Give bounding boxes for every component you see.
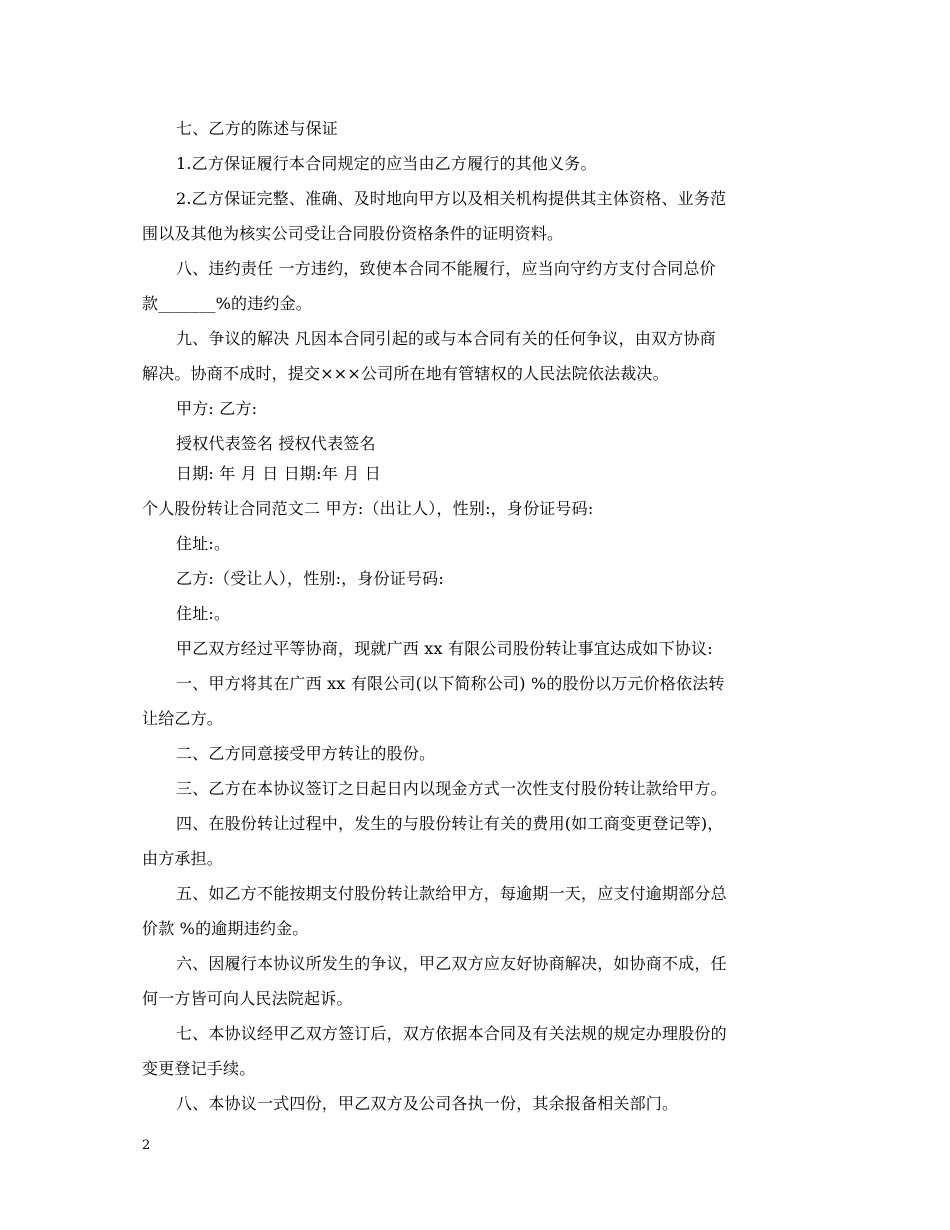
paragraph-line: 让给乙方。 [142,709,224,728]
paragraph-line: 二、乙方同意接受甲方转让的股份。 [176,744,436,763]
paragraph-line: 价款 %的逾期违约金。 [142,919,309,938]
paragraph-line: 乙方:（受让人），性别:，身份证号码: [176,569,444,588]
paragraph-line: 2.乙方保证完整、准确、及时地向甲方以及相关机构提供其主体资格、业务范 [176,189,727,208]
paragraph-line: 七、本协议经甲乙双方签订后，双方依据本合同及有关法规的规定办理股份的 [176,1024,727,1043]
paragraph-line: 八、违约责任 一方违约，致使本合同不能履行，应当向守约方支付合同总价 [176,259,716,278]
paragraph-line: 六、因履行本协议所发生的争议，甲乙双方应友好协商解决，如协商不成，任 [176,954,727,973]
paragraph-line: 何一方皆可向人民法院起诉。 [142,989,353,1008]
paragraph-line: 变更登记手续。 [142,1059,256,1078]
paragraph-line: 解决。协商不成时，提交×××公司所在地有管辖权的人民法院依法裁决。 [142,364,669,383]
paragraph-line: 一、甲方将其在广西 xx 有限公司(以下简称公司) %的股份以万元价格依法转 [176,674,725,693]
paragraph-line: 款_______%的违约金。 [142,294,313,313]
paragraph-line: 五、如乙方不能按期支付股份转让款给甲方，每逾期一天，应支付逾期部分总 [176,884,727,903]
signature-line: 授权代表签名 授权代表签名 [176,434,376,453]
paragraph-line: 住址:。 [176,604,231,623]
paragraph-line: 九、争议的解决 凡因本合同引起的或与本合同有关的任何争议，由双方协商 [176,329,716,348]
paragraph-line: 四、在股份转让过程中，发生的与股份转让有关的费用(如工商变更登记等)， [176,814,724,833]
page-number: 2 [142,1138,151,1153]
signature-date-line: 日期: 年 月 日 日期:年 月 日 [176,464,381,483]
paragraph-line: 1.乙方保证履行本合同规定的应当由乙方履行的其他义务。 [176,154,597,173]
paragraph-line: 围以及其他为核实公司受让合同股份资格条件的证明资料。 [142,224,564,243]
paragraph-line: 三、乙方在本协议签订之日起日内以现金方式一次性支付股份转让款给甲方。 [176,779,727,798]
paragraph-line: 由方承担。 [142,849,224,868]
paragraph-line: 住址:。 [176,534,231,553]
paragraph-line: 八、本协议一式四份，甲乙双方及公司各执一份，其余报备相关部门。 [176,1094,679,1113]
signature-party-line: 甲方: 乙方: [176,399,258,418]
section-heading: 七、乙方的陈述与保证 [176,119,339,138]
paragraph-line: 甲乙双方经过平等协商，现就广西 xx 有限公司股份转让事宜达成如下协议: [176,639,713,658]
contract-title-line: 个人股份转让合同范文二 甲方:（出让人），性别:，身份证号码: [142,499,594,518]
